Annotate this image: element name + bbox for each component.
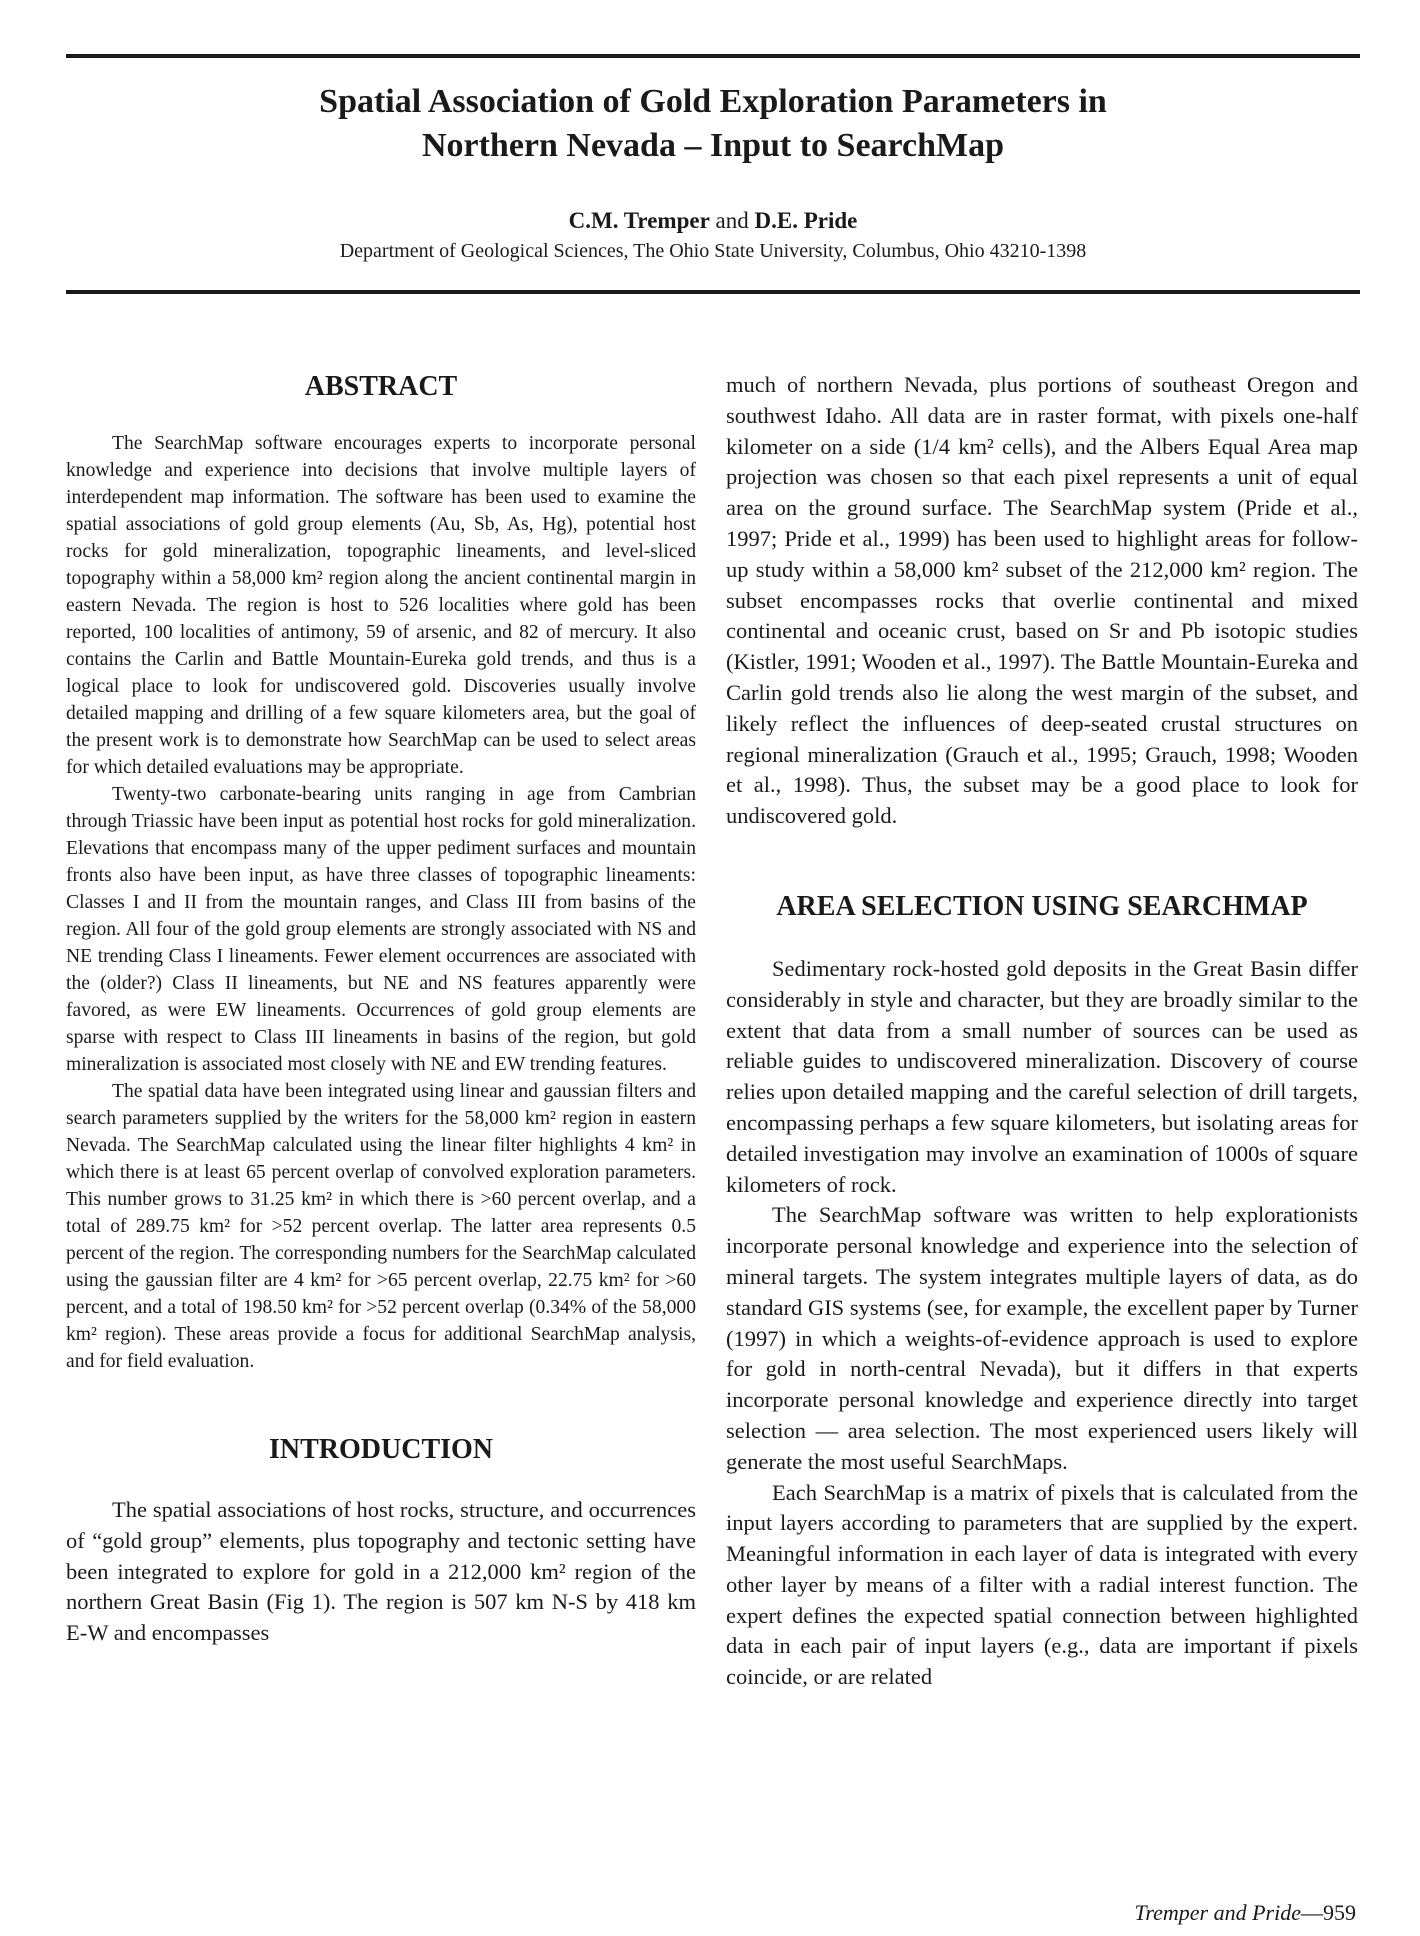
header-bottom-rule [66,290,1360,294]
top-rule [66,54,1360,58]
title-line-2: Northern Nevada – Input to SearchMap [421,127,1005,164]
area-selection-heading: AREA SELECTION USING SEARCHMAP [776,890,1308,922]
introduction-heading: INTRODUCTION [268,1434,494,1465]
left-column [66,370,696,1649]
introduction-paragraph-1-continued: much of northern Nevada, plus portions of southeast Oregon and southwest Idaho. All data are in raster format, with pixels one-half kilometer on a side (1/4 km² cells), and the Albers Equal Area map projection was chosen so that each pixel represents a unit of equal area on the ground surface. The SearchMap system (Pride et al., 1997; Pride et al., 1999) has been used to highlight areas for follow-up study within a 58,000 km² subset of the 212,000 km² region. The subset encompasses rocks that overlie continental and mixed continental and oceanic crust, based on Sr and Pb isotopic studies (Kistler, 1991; Wooden et al., 1997). The Battle Mountain-Eureka and Carlin gold trends also lie along the west margin of the subset, and likely reflect the influences of deep-seated crustal structures on regional mineralization (Grauch et al., 1995; Grauch, 1998; Wooden et al., 1998). Thus, the subset may be a good place to look for undiscovered gold. [726,372,1358,829]
author-2: D.E. Pride [754,208,858,233]
title-line-1: Spatial Association of Gold Exploration Parameters in [319,83,1107,120]
area-selection-paragraph-2: The SearchMap software was written to help explorationists incorporate personal knowledge and experience into the selection of mineral targets. The system integrates multiple layers of data, as do standard GIS systems (see, for example, the excellent paper by Turner (1997) in which a weights-of-evidence approach is used to explore for gold in north-central Nevada), but it differs in that experts incorporate personal knowledge and experience directly into target selection — area selection. The most experienced users likely will generate the most useful SearchMaps. [726,1202,1358,1474]
introduction-paragraph-1: The spatial associations of host rocks, structure, and occurrences of “gold group” elements, plus topography and tectonic setting have been integrated to explore for gold in a 212,000 km² region of the northern Great Basin (Fig 1). The region is 507 km N-S by 418 km E-W and encompasses [66,1497,696,1646]
abstract-paragraph-3: The spatial data have been integrated using linear and gaussian filters and search parameters supplied by the writers for the 58,000 km² region in eastern Nevada. The SearchMap calculated using the linear filter highlights 4 km² in which there is at least 65 percent overlap of convolved exploration parameters. This number grows to 31.25 km² in which there is >60 percent overlap, and a total of 289.75 km² for >52 percent overlap. The latter area represents 0.5 percent of the region. The corresponding numbers for the SearchMap calculated using the gaussian filter are 4 km² for >65 percent overlap, 22.75 km² for >60 percent, and a total of 198.50 km² for >52 percent overlap (0.34% of the 58,000 km² region). These areas provide a focus for additional SearchMap analysis, and for field evaluation. [66,1081,696,1372]
affiliation: Department of Geological Sciences, The Ohio State University, Columbus, Ohio 43210-1398 [339,240,1087,262]
page-number: —959 [1301,1900,1356,1925]
abstract-paragraph-1: The SearchMap software encourages experts to incorporate personal knowledge and experience into decisions that involve multiple layers of interdependent map information. The software has been used to examine the spatial associations of gold group elements (Au, Sb, As, Hg), potential host rocks for gold mineralization, topographic lineaments, and level-sliced topography within a 58,000 km² region along the ancient continental margin in eastern Nevada. The region is host to 526 localities where gold has been reported, 100 localities of antimony, 59 of arsenic, and 82 of mercury. It also contains the Carlin and Battle Mountain-Eureka gold trends, and thus is a logical place to look for undiscovered gold. Discoveries usually involve detailed mapping and drilling of a few square kilometers area, but the goal of the present work is to demonstrate how SearchMap can be used to select areas for which detailed evaluations may be appropriate. [66,433,696,778]
abstract-heading: ABSTRACT [304,371,458,402]
page-footer [1134,1900,1356,1926]
area-selection-paragraph-3: Each SearchMap is a matrix of pixels that is calculated from the input layers according to parameters that are supplied by the expert. Meaningful information in each layer of data is integrated with every other layer by means of a filter with a radial interest function. The expert defines the expected spatial connection between highlighted data in each pair of input layers (e.g., data are important if pixels coincide, or are related [726,1479,1358,1690]
right-column [726,370,1358,1693]
introduction-continued [726,370,1358,832]
abstract-paragraph-2: Twenty-two carbonate-bearing units ranging in age from Cambrian through Triassic have been input as potential host rocks for gold mineralization. Elevations that encompass many of the upper pediment surfaces and mountain fronts also have been input, as have three classes of topographic lineaments: Classes I and II from the mountain ranges, and Class III from basins of the region. All four of the gold group elements are strongly associated with NS and NE trending Class I lineaments. Fewer element occurrences are associated with the (older?) Class II lineaments, but NE and NS features apparently were favored, as were EW lineaments. Occurrences of gold group elements are sparse with respect to Class III lineaments in basins of the region, but gold mineralization is associated most closely with NE and EW trending features. [66,784,696,1075]
area-selection-body [726,954,1358,1693]
abstract-body [66,430,696,1375]
area-selection-paragraph-1: Sedimentary rock-hosted gold deposits in the Great Basin differ considerably in style and character, but they are broadly similar to the extent that data from a small number of sources can be used as reliable guides to undiscovered mineralization. Discovery of course relies upon detailed mapping and the careful selection of drill targets, encompassing perhaps a few square kilometers, but isolating areas for detailed investigation may involve an examination of 1000s of square kilometers of rock. [726,955,1358,1197]
author-conjunction: and [709,208,755,233]
author-1: C.M. Tremper [568,208,710,233]
authors [66,207,1360,235]
running-head: Tremper and Pride [1134,1900,1301,1925]
introduction-body [66,1495,696,1649]
paper-title [66,80,1360,168]
